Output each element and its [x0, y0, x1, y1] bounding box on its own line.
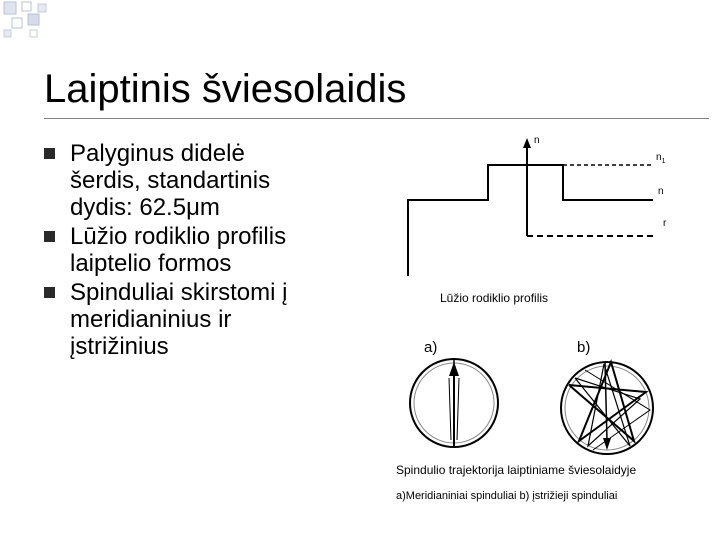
label-a: a)	[424, 339, 438, 356]
profile-step-line	[408, 165, 653, 276]
meridional-rays-diagram	[410, 358, 498, 447]
n1-symbol: n	[656, 152, 662, 163]
r-label: r	[663, 218, 667, 229]
bullet-text: Palyginus didelė šerdis, standartinis dydis: 62.5μm	[70, 140, 271, 221]
slide-title: Laiptinis šviesolaidis	[44, 67, 407, 111]
index-profile-diagram	[408, 138, 653, 276]
profile-caption: Lūžio rodiklio profilis	[440, 291, 549, 305]
n1-label	[656, 152, 665, 165]
bullet-text: Spinduliai skirstomi į meridianinius ir įstrižinius	[70, 279, 288, 360]
n1-subscript: 1	[661, 158, 666, 165]
axis-n-label: n	[534, 135, 540, 146]
bullet-text: Lūžio rodiklio profilis laiptelio formos	[70, 223, 287, 277]
skew-rays-diagram	[561, 362, 653, 454]
n-axis-arrow-icon	[523, 138, 531, 148]
label-b: b)	[577, 339, 591, 356]
rays-caption-line1: Spindulio trajektorija laiptiniame šviesolaidyje	[396, 463, 637, 477]
rays-caption-line2: a)Meridianiniai spinduliai b) įstrižieji spinduliai	[396, 490, 618, 502]
n2-label: n	[658, 186, 664, 197]
